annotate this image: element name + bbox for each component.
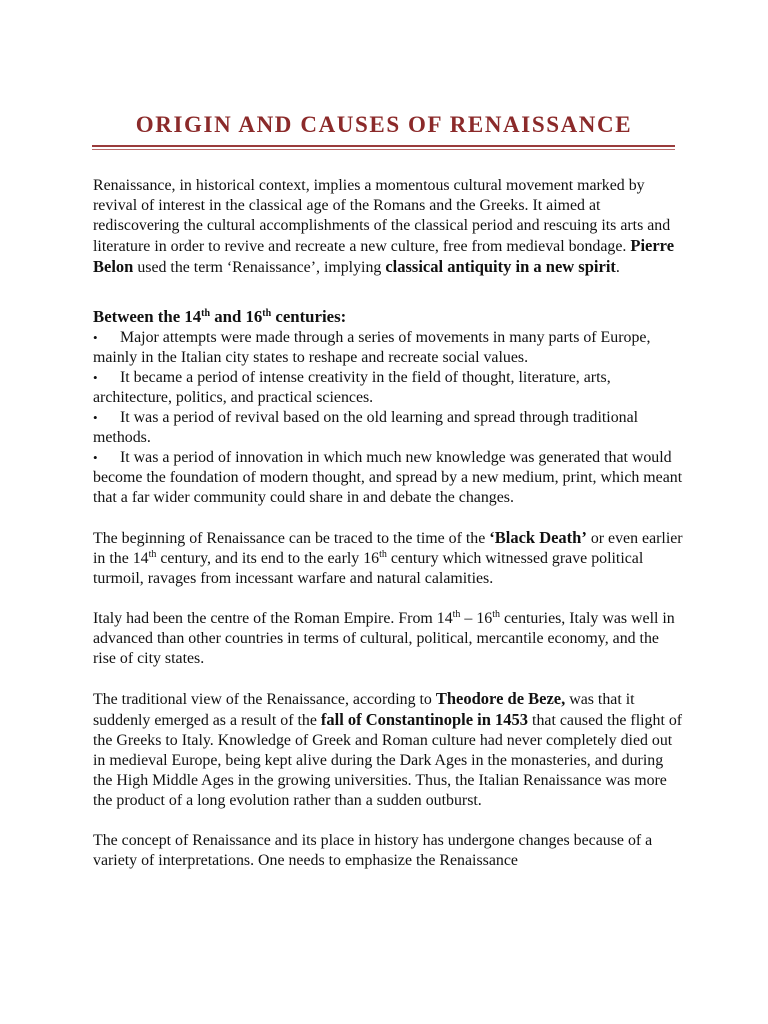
- bullet-text: It was a period of innovation in which much new knowledge was generated that would become the foundation of modern thought, and spread by a new medium, print, which meant that a far wider community could share in and debate the changes.: [93, 449, 683, 506]
- bullet-icon: •: [93, 450, 98, 465]
- bd-text-3: century, and its end to the early 16: [156, 550, 380, 567]
- concept-paragraph: The concept of Renaissance and its place in history has undergone changes because of a variety of interpretations. One needs to emphasize the Renaissance: [93, 832, 653, 869]
- bullet-list: [93, 328, 683, 508]
- bullet-icon: •: [93, 370, 98, 385]
- tv-text-1: The traditional view of the Renaissance, according to: [93, 691, 436, 708]
- heading-suffix: centuries:: [271, 307, 347, 326]
- heading-sup-1: th: [201, 308, 211, 319]
- tv-bold-constantinople: fall of Constantinople in 1453: [320, 710, 529, 729]
- tv-text-2: was that it suddenly emerged as a result of the: [93, 691, 635, 729]
- tv-text-3: that caused the flight of the Greeks to Italy. Knowledge of Greek and Roman culture had never completely died out in medieval Europe, being kept alive during the Dark Ages in the monasteries, and during the High Middle Ages in the growing universities. Thus, the Italian Renaissance was more the product of a long evolution rather than a sudden outburst.: [93, 712, 683, 809]
- bullet-text: It became a period of intense creativity in the field of thought, literature, arts, architecture, politics, and practical sciences.: [93, 369, 611, 406]
- heading-sup-2: th: [262, 308, 272, 319]
- italy-paragraph: [93, 609, 683, 669]
- document-body: [93, 176, 683, 891]
- list-item: [93, 408, 683, 448]
- italy-sup-2: th: [492, 609, 500, 620]
- intro-paragraph: [93, 176, 683, 278]
- list-item: [93, 368, 683, 408]
- italy-text-2: – 16: [460, 610, 493, 627]
- list-item: [93, 328, 683, 368]
- heading-middle: and 16: [210, 307, 263, 326]
- italy-text-1: Italy had been the centre of the Roman Empire. From 14: [93, 610, 453, 627]
- intro-text-1: Renaissance, in historical context, implies a momentous cultural movement marked by revival of interest in the classical age of the Romans and the Greeks. It aimed at rediscovering the cultural accomplishments of the classical period and rescuing its arts and literature in order to revive and recreate a new culture, free from medieval bondage.: [93, 177, 671, 255]
- bd-bold-black-death: ‘Black Death’: [489, 528, 587, 547]
- italy-sup-1: th: [452, 609, 461, 620]
- bd-sup-2: th: [379, 549, 387, 560]
- tv-bold-theodore: Theodore de Beze,: [435, 689, 566, 708]
- title-underline: [92, 145, 675, 147]
- bd-text-2: or even earlier in the 14: [93, 530, 683, 567]
- section-heading: [93, 306, 683, 328]
- traditional-view-paragraph: [93, 689, 683, 811]
- heading-prefix: Between the 14: [93, 307, 202, 326]
- bullet-text: It was a period of revival based on the old learning and spread through traditional methods.: [93, 409, 639, 446]
- bullet-text: Major attempts were made through a series of movements in many parts of Europe, mainly in the Italian city states to reshape and recreate social values.: [93, 329, 651, 366]
- black-death-paragraph: [93, 528, 683, 589]
- bd-sup-1: th: [148, 549, 157, 560]
- title-underline-thin: [92, 149, 675, 150]
- intro-text-2: used the term ‘Renaissance’, implying: [133, 259, 386, 276]
- list-item: [93, 448, 683, 508]
- bd-text-1: The beginning of Renaissance can be traced to the time of the: [93, 530, 490, 547]
- intro-bold-classical-antiquity: classical antiquity in a new spirit: [385, 257, 616, 276]
- page-title: ORIGIN AND CAUSES OF RENAISSANCE: [135, 112, 633, 137]
- bullet-icon: •: [93, 410, 98, 425]
- intro-bold-pierre-belon: Pierre Belon: [93, 236, 675, 276]
- italy-text-3: centuries, Italy was well in advanced than other countries in terms of cultural, political, mercantile economy, and the rise of city states.: [93, 610, 675, 667]
- bd-text-4: century which witnessed grave political turmoil, ravages from incessant warfare and natural calamities.: [93, 550, 644, 587]
- intro-text-3: .: [615, 259, 620, 276]
- bullet-icon: •: [93, 330, 98, 345]
